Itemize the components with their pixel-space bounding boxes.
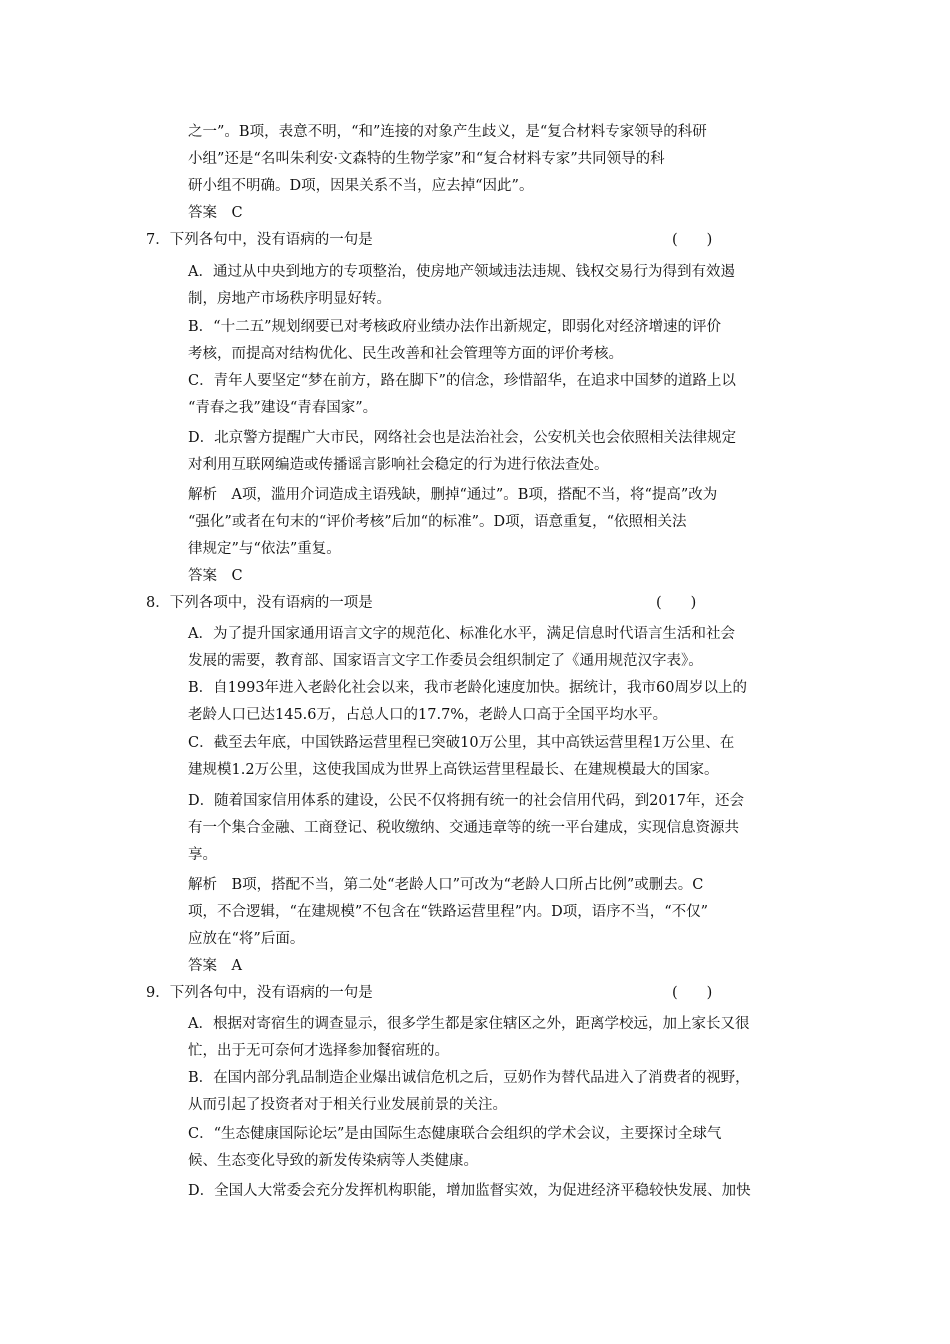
q7-analysis: “强化”或者在句末的“评价考核”后加“的标准”。D项，语意重复，“依照相关法 bbox=[188, 514, 687, 530]
q8-answer: 答案 A bbox=[188, 958, 242, 974]
q7-analysis: 解析 A项，滥用介词造成主语残缺，删掉“通过”。B项，搭配不当，将“提高”改为 bbox=[188, 487, 718, 503]
question-9-answer-blank: ( ) bbox=[672, 985, 713, 1001]
q9-option-c: C．“生态健康国际论坛”是由国际生态健康联合会组织的学术会议，主要探讨全球气 bbox=[188, 1126, 722, 1142]
question-7-stem: 7．下列各句中，没有语病的一句是 bbox=[146, 232, 373, 248]
q9-option-b: B．在国内部分乳品制造企业爆出诚信危机之后，豆奶作为替代品进入了消费者的视野， bbox=[188, 1070, 750, 1086]
q8-analysis: 应放在“将”后面。 bbox=[188, 931, 305, 947]
prev-answer: 答案 C bbox=[188, 205, 243, 221]
question-9-stem: 9．下列各句中，没有语病的一句是 bbox=[146, 985, 373, 1001]
prev-analysis-line: 之一”。B项，表意不明，“和”连接的对象产生歧义，是“复合材料专家领导的科研 bbox=[188, 124, 707, 140]
q7-option-c: “青春之我”建设“青春国家”。 bbox=[188, 400, 378, 416]
q9-option-d: D．全国人大常委会充分发挥机构职能，增加监督实效，为促进经济平稳较快发展、加快 bbox=[188, 1183, 751, 1199]
q7-option-d: D．北京警方提醒广大市民，网络社会也是法治社会，公安机关也会依照相关法律规定 bbox=[188, 430, 737, 446]
q7-option-a: A．通过从中央到地方的专项整治，使房地产领域违法违规、钱权交易行为得到有效遏 bbox=[188, 264, 735, 280]
q9-option-a: A．根据对寄宿生的调查显示，很多学生都是家住辖区之外，距离学校远，加上家长又很 bbox=[188, 1016, 750, 1032]
q8-option-d: 享。 bbox=[188, 847, 217, 863]
q7-option-c: C．青年人要坚定“梦在前方，路在脚下”的信念，珍惜韶华，在追求中国梦的道路上以 bbox=[188, 373, 736, 389]
q8-option-c: C．截至去年底，中国铁路运营里程已突破10万公里，其中高铁运营里程1万公里、在 bbox=[188, 735, 735, 751]
q7-option-b: B．“十二五”规划纲要已对考核政府业绩办法作出新规定，即弱化对经济增速的评价 bbox=[188, 319, 721, 335]
q8-option-b: 老龄人口已达145.6万，占总人口的17.7%，老龄人口高于全国平均水平。 bbox=[188, 707, 668, 723]
q9-option-a: 忙，出于无可奈何才选择参加餐宿班的。 bbox=[188, 1043, 449, 1059]
prev-analysis-line: 研小组不明确。D项，因果关系不当，应去掉“因此”。 bbox=[188, 178, 534, 194]
q8-option-a: 发展的需要，教育部、国家语言文字工作委员会组织制定了《通用规范汉字表》。 bbox=[188, 653, 703, 669]
q8-analysis: 解析 B项，搭配不当，第二处“老龄人口”可改为“老龄人口所占比例”或删去。C bbox=[188, 877, 704, 893]
question-7-answer-blank: ( ) bbox=[672, 232, 713, 248]
q7-option-b: 考核，而提高对结构优化、民生改善和社会管理等方面的评价考核。 bbox=[188, 346, 623, 362]
q8-option-b: B．自1993年进入老龄化社会以来，我市老龄化速度加快。据统计，我市60周岁以上的 bbox=[188, 680, 748, 696]
q8-analysis: 项，不合逻辑，“在建规模”不包含在“铁路运营里程”内。D项，语序不当，“不仅” bbox=[188, 904, 709, 920]
q9-option-b: 从而引起了投资者对于相关行业发展前景的关注。 bbox=[188, 1097, 507, 1113]
question-8-stem: 8．下列各项中，没有语病的一项是 bbox=[146, 595, 373, 611]
question-8-answer-blank: ( ) bbox=[656, 595, 697, 611]
q7-answer: 答案 C bbox=[188, 568, 243, 584]
q8-option-d: D．随着国家信用体系的建设，公民不仅将拥有统一的社会信用代码，到2017年，还会 bbox=[188, 793, 745, 809]
prev-analysis-line: 小组”还是“名叫朱利安·文森特的生物学家”和“复合材料专家”共同领导的科 bbox=[188, 151, 665, 167]
q8-option-d: 有一个集合金融、工商登记、税收缴纳、交通违章等的统一平台建成，实现信息资源共 bbox=[188, 820, 739, 836]
q8-option-a: A．为了提升国家通用语言文字的规范化、标准化水平，满足信息时代语言生活和社会 bbox=[188, 626, 735, 642]
q7-analysis: 律规定”与“依法”重复。 bbox=[188, 541, 341, 557]
q7-option-a: 制，房地产市场秩序明显好转。 bbox=[188, 291, 391, 307]
q8-option-c: 建规模1.2万公里，这使我国成为世界上高铁运营里程最长、在建规模最大的国家。 bbox=[188, 762, 719, 778]
q9-option-c: 候、生态变化导致的新发传染病等人类健康。 bbox=[188, 1153, 478, 1169]
q7-option-d: 对利用互联网编造或传播谣言影响社会稳定的行为进行依法查处。 bbox=[188, 457, 609, 473]
